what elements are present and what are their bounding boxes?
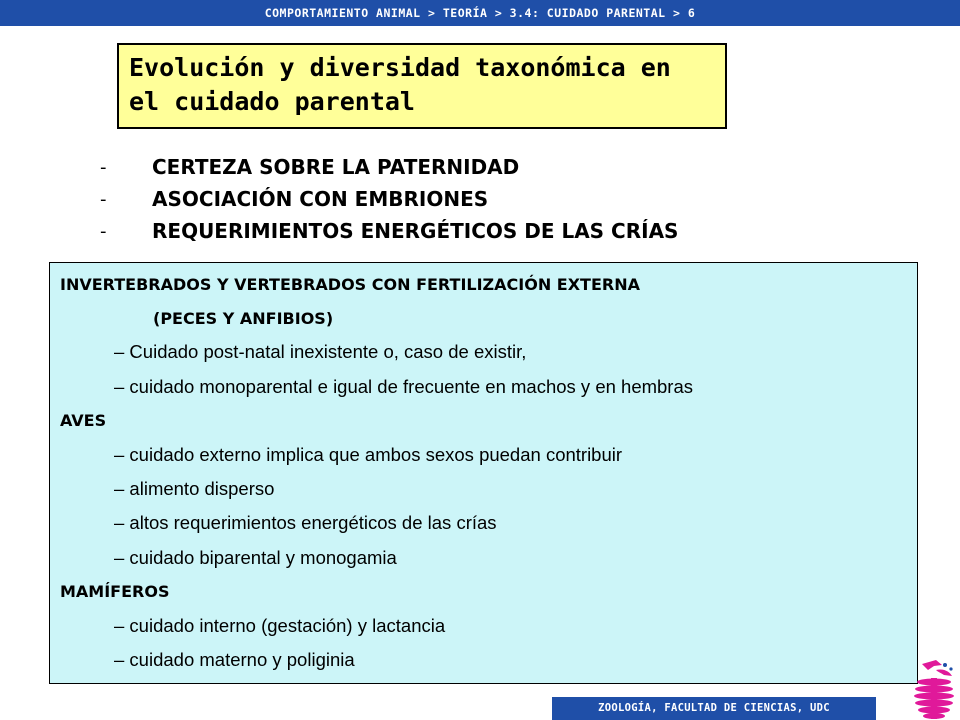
factor-text: ASOCIACIÓN CON EMBRIONES bbox=[152, 187, 489, 211]
factor-text: REQUERIMIENTOS ENERGÉTICOS DE LAS CRÍAS bbox=[152, 219, 679, 243]
birds-item: – alimento disperso bbox=[114, 478, 275, 500]
birds-item: – cuidado biparental y monogamia bbox=[114, 546, 397, 568]
factor-text: CERTEZA SOBRE LA PATERNIDAD bbox=[152, 155, 520, 179]
factor-item bbox=[100, 151, 678, 183]
invertebrates-item: – Cuidado post-natal inexistente o, caso de existir, bbox=[114, 341, 527, 363]
title-box bbox=[117, 43, 727, 129]
birds-item: – altos requerimientos energéticos de las crías bbox=[114, 512, 497, 534]
university-logo-icon bbox=[878, 656, 960, 720]
invertebrates-item: – cuidado monoparental e igual de frecuente en machos y en hembras bbox=[114, 375, 694, 397]
factor-dash: - bbox=[100, 220, 107, 242]
mammals-item: – cuidado materno y poliginia bbox=[114, 649, 355, 671]
mammals-heading: MAMÍFEROS bbox=[60, 582, 170, 602]
birds-item: – cuidado externo implica que ambos sexos puedan contribuir bbox=[114, 444, 623, 466]
birds-heading: AVES bbox=[60, 411, 107, 431]
page-title-line-2: el cuidado parental bbox=[129, 87, 415, 116]
factor-item bbox=[100, 215, 678, 247]
factor-dash: - bbox=[100, 188, 107, 210]
institution-footer: ZOOLOGÍA, FACULTAD DE CIENCIAS, UDC bbox=[552, 697, 876, 720]
factor-item bbox=[100, 183, 678, 215]
factor-dash: - bbox=[100, 156, 107, 178]
invertebrates-subheading: (PECES Y ANFIBIOS) bbox=[153, 308, 334, 328]
invertebrates-heading: INVERTEBRADOS Y VERTEBRADOS CON FERTILIZACIÓN EXTERNA bbox=[60, 274, 640, 294]
page-title-line-1: Evolución y diversidad taxonómica en bbox=[129, 53, 671, 82]
factor-list bbox=[100, 151, 678, 247]
mammals-item: – cuidado interno (gestación) y lactancia bbox=[114, 614, 446, 636]
breadcrumb: COMPORTAMIENTO ANIMAL > TEORÍA > 3.4: CUIDADO PARENTAL > 6 bbox=[0, 0, 960, 26]
taxa-box bbox=[49, 262, 918, 684]
